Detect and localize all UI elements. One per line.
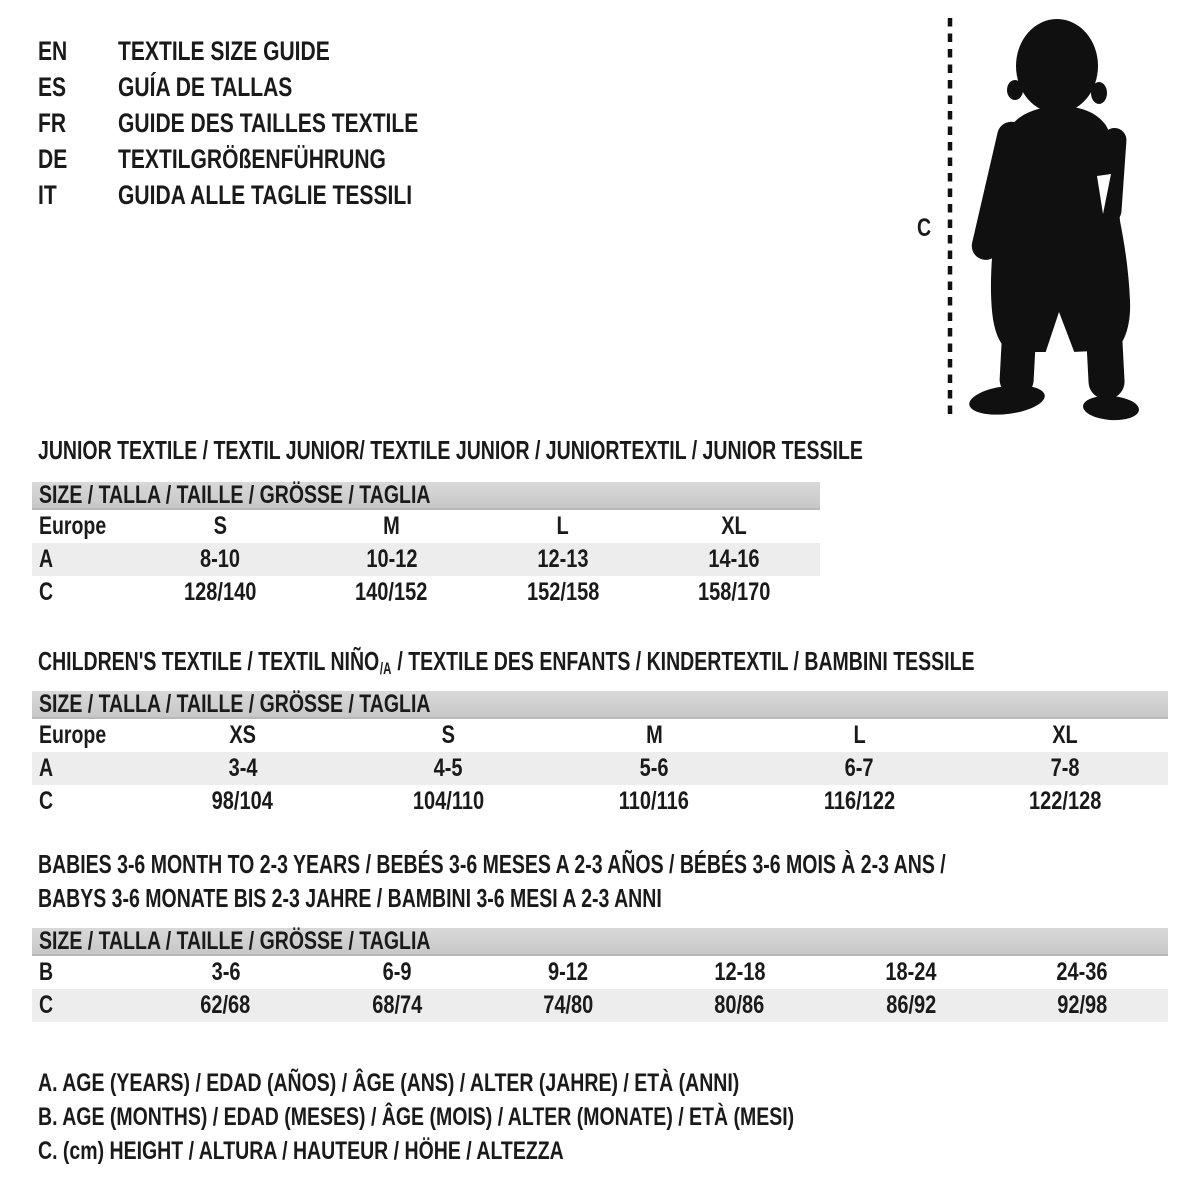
language-code: EN xyxy=(38,36,68,66)
size-cell: 62/68 xyxy=(140,989,311,1022)
size-cell: 92/98 xyxy=(997,989,1168,1022)
language-row xyxy=(38,144,658,174)
size-cell: 6-9 xyxy=(382,958,412,986)
table-row xyxy=(32,785,1168,818)
height-measure-figure xyxy=(905,10,1160,422)
language-label: TEXTILGRÖßENFÜHRUNG xyxy=(118,144,386,174)
language-row xyxy=(38,108,658,138)
size-cell: 68/74 xyxy=(311,989,482,1022)
baby-silhouette xyxy=(905,10,1160,422)
size-cell: 3-6 xyxy=(211,958,241,986)
section-title-junior: JUNIOR TEXTILE / TEXTIL JUNIOR/ TEXTILE JUNIOR / JUNIORTEXTIL / JUNIOR TESSILE xyxy=(38,435,863,465)
size-cell: 152/158 xyxy=(526,578,600,606)
size-cell: 10-12 xyxy=(306,543,477,576)
row-label-cell: C xyxy=(39,578,54,606)
size-cell: XL xyxy=(721,512,748,540)
size-cell: 12-18 xyxy=(714,958,766,986)
size-cell: S xyxy=(213,512,227,540)
size-cell: L xyxy=(853,721,866,749)
language-code: DE xyxy=(38,144,68,174)
table-row xyxy=(32,576,820,609)
size-cell: 140/152 xyxy=(355,578,428,606)
size-cell: 128/140 xyxy=(183,578,257,606)
language-row xyxy=(38,36,658,66)
row-label-cell: A xyxy=(32,543,134,576)
table-row xyxy=(32,719,1168,752)
size-cell: 9-12 xyxy=(548,958,589,986)
size-cell: 110/116 xyxy=(618,787,689,815)
size-cell: 14-16 xyxy=(649,543,820,576)
size-cell: 80/86 xyxy=(654,989,825,1022)
table-row xyxy=(32,989,1168,1022)
language-label: GUÍA DE TALLAS xyxy=(118,72,293,102)
row-label-cell: C xyxy=(32,989,140,1022)
legend-height: C. (cm) HEIGHT / ALTURA / HAUTEUR / HÖHE / ALTEZZA xyxy=(38,1137,564,1165)
legend-age-years: A. AGE (YEARS) / EDAD (AÑOS) / ÂGE (ANS) / ALTER (JAHRE) / ETÀ (ANNI) xyxy=(38,1069,740,1097)
size-cell: 6-7 xyxy=(757,752,963,785)
size-cell: 12-13 xyxy=(477,543,648,576)
size-cell: 116/122 xyxy=(823,787,896,815)
table-row xyxy=(32,543,820,576)
legend-age-months: B. AGE (MONTHS) / EDAD (MESES) / ÂGE (MOIS) / ALTER (MONATE) / ETÀ (MESI) xyxy=(38,1103,795,1131)
junior-size-table xyxy=(32,510,820,609)
size-header-bar: SIZE / TALLA / TAILLE / GRÖSSE / TAGLIA xyxy=(32,928,1168,956)
size-cell: 3-4 xyxy=(140,752,346,785)
language-row xyxy=(38,72,658,102)
size-cell: S xyxy=(441,721,455,749)
language-label: GUIDE DES TAILLES TEXTILE xyxy=(118,108,419,138)
section-title-children: CHILDREN'S TEXTILE / TEXTIL NIÑO/A / TEXTILE DES ENFANTS / KINDERTEXTIL / BAMBINI TESSILE xyxy=(38,648,1200,678)
children-size-table xyxy=(32,719,1168,818)
size-header-bar: SIZE / TALLA / TAILLE / GRÖSSE / TAGLIA xyxy=(32,482,820,510)
language-label: TEXTILE SIZE GUIDE xyxy=(118,36,330,66)
table-row xyxy=(32,752,1168,785)
size-cell: 7-8 xyxy=(962,752,1168,785)
babies-size-table xyxy=(32,956,1168,1022)
table-row xyxy=(32,956,1168,989)
size-cell: L xyxy=(556,512,569,540)
row-label-cell: B xyxy=(39,958,54,986)
table-row xyxy=(32,510,820,543)
nino-a-subscript: /A xyxy=(379,659,392,678)
row-label-cell: A xyxy=(32,752,140,785)
size-cell: 122/128 xyxy=(1029,787,1102,815)
size-cell: XL xyxy=(1052,721,1078,749)
row-label-cell: Europe xyxy=(39,512,107,540)
size-cell: 24-36 xyxy=(1056,958,1108,986)
size-cell: 18-24 xyxy=(885,958,937,986)
size-cell: XS xyxy=(229,721,257,749)
size-cell: 158/170 xyxy=(698,578,771,606)
size-cell: 5-6 xyxy=(551,752,757,785)
section-title-babies-line2: BABYS 3-6 MONATE BIS 2-3 JAHRE / BAMBINI 3-6 MESI A 2-3 ANNI xyxy=(38,883,662,913)
size-cell: M xyxy=(383,512,400,540)
size-cell: 4-5 xyxy=(346,752,552,785)
language-code: IT xyxy=(38,180,57,210)
size-header-bar: SIZE / TALLA / TAILLE / GRÖSSE / TAGLIA xyxy=(32,691,1168,719)
size-cell: 98/104 xyxy=(212,787,274,815)
size-cell: 74/80 xyxy=(483,989,654,1022)
language-code: ES xyxy=(38,72,67,102)
language-label: GUIDA ALLE TAGLIE TESSILI xyxy=(118,180,413,210)
size-cell: 86/92 xyxy=(825,989,996,1022)
size-cell: M xyxy=(645,721,663,749)
row-label-cell: C xyxy=(39,787,54,815)
size-cell: 8-10 xyxy=(134,543,305,576)
language-row xyxy=(38,180,658,210)
language-code: FR xyxy=(38,108,67,138)
height-measure-label: C xyxy=(917,214,932,242)
row-label-cell: Europe xyxy=(39,721,107,749)
section-title-babies-line1: BABIES 3-6 MONTH TO 2-3 YEARS / BEBÉS 3-6 MESES A 2-3 AÑOS / BÉBÉS 3-6 MOIS À 2-3 ANS / xyxy=(38,849,946,879)
size-cell: 104/110 xyxy=(412,787,484,815)
